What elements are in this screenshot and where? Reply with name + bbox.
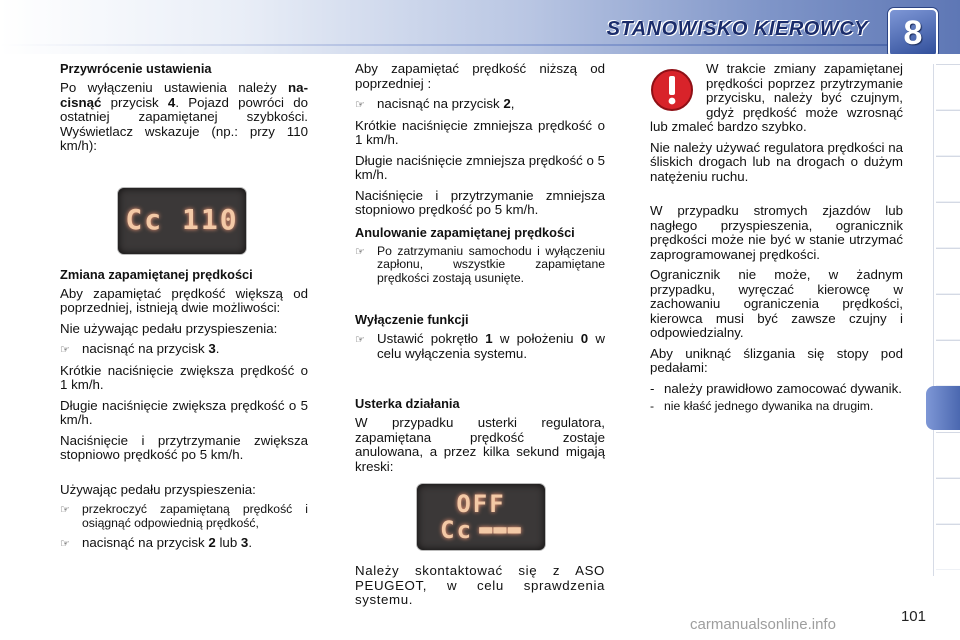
contact-text: Należy skontaktować się z ASO PEUGEOT, w celu sprawdzenia systemu.	[355, 563, 605, 607]
chapter-tab-1[interactable]	[936, 64, 960, 110]
change-text: Aby zapamiętać prędkość większą od poprzedniej, istnieją dwie możliwości:	[60, 285, 308, 315]
chapter-tab-11[interactable]	[936, 524, 960, 570]
bullet-press-2	[355, 97, 605, 113]
long-press-text: Długie naciśnięcie zwiększa prędkość o 5 km/h.	[60, 397, 308, 427]
lcd-off-line: OFF	[456, 490, 506, 518]
off-heading: Wyłączenie funkcji	[355, 312, 469, 327]
slippery-text: Nie należy używać regulatora prędkości na śliskich drogach lub na drogach o dużym natężeniu ruchu.	[650, 139, 903, 184]
continuous-press-text: Naciśnięcie i przytrzymanie zwiększa stopniowo prędkość po 5 km/h.	[60, 432, 308, 462]
pointing-hand-icon: ☞	[60, 538, 70, 550]
restore-text-mid: przycisk	[101, 94, 168, 110]
warning-icon	[650, 68, 694, 112]
pointing-hand-icon: ☞	[355, 99, 365, 111]
chapter-tab-3[interactable]	[936, 156, 960, 202]
press3-post: .	[215, 341, 220, 356]
chapter-tab-5[interactable]	[936, 248, 960, 294]
column-right	[650, 62, 903, 418]
off-text-pre: Ustawić pokrętło	[377, 331, 486, 346]
chapter-tab-7[interactable]	[936, 340, 960, 386]
press-or: lub	[215, 535, 241, 550]
chapter-tab-4[interactable]	[936, 202, 960, 248]
downhill-text: W przypadku stromych zjazdów lub nagłego przyspieszenia, ogranicznik prędkości może nie być w stanie utrzymać zaprogramowanej prędkości.	[650, 203, 903, 262]
off-text-mid: w położeniu	[492, 331, 581, 346]
lcd-display-off	[417, 484, 545, 550]
fault-text: W przypadku usterki regulatora, zapamiętana prędkość zostaje anulowana, a przez kilka sekund migają kreski:	[355, 415, 605, 474]
page-number: 101	[900, 608, 926, 625]
chapter-tab-6[interactable]	[936, 294, 960, 340]
lcd-cc-line	[440, 517, 522, 543]
restore-text-pre: Po wyłączeniu ustawienia należy	[60, 80, 289, 95]
bullet-off	[355, 332, 605, 361]
position-number-0: 0	[580, 331, 589, 346]
restore-text-bold: na-cisnąć	[60, 80, 308, 110]
pointing-hand-icon: ☞	[355, 334, 365, 346]
chapter-tab-10[interactable]	[936, 478, 960, 524]
cancel-heading: Anulowanie zapamiętanej prędkości	[355, 224, 575, 240]
button-number-4: 4	[167, 94, 176, 110]
cancel-text: Po zatrzymaniu samochodu i wyłączeniu zapłonu, wszystkie zapamiętane prędkości zostają usunięte.	[377, 243, 605, 285]
watermark: carmanualsonline.info	[690, 616, 836, 633]
button-number-3: 3	[208, 341, 216, 356]
lcd-display-cc110: Cc 110	[118, 188, 246, 254]
chapter-tabs	[933, 64, 960, 576]
pedals-text: Aby uniknąć ślizgania się stopy pod pedałami:	[650, 345, 903, 375]
chapter-title: STANOWISKO KIEROWCY	[606, 18, 868, 40]
chapter-tab-9[interactable]	[936, 432, 960, 478]
short-press-text: Krótkie naciśnięcie zmniejsza prędkość o 1 km/h.	[355, 117, 605, 147]
bullet-cancel	[355, 245, 605, 286]
bullet-press-3	[60, 342, 308, 358]
using-pedal-text: Używając pedału przyspieszenia:	[60, 481, 256, 497]
restore-paragraph	[60, 81, 308, 154]
dash-item-1-text: należy prawidłowo zamocować dywanik.	[664, 380, 902, 396]
column-left	[60, 62, 308, 558]
button-number-2: 2	[208, 535, 216, 550]
bullet-press-2-3	[60, 536, 308, 552]
column-middle	[355, 62, 605, 614]
pointing-hand-icon: ☞	[355, 245, 365, 258]
bullet-exceed	[60, 503, 308, 530]
long-press-text: Długie naciśnięcie zmniejsza prędkość o 5 km/h.	[355, 152, 605, 182]
dial-number-1: 1	[485, 331, 493, 346]
button-number-3: 3	[240, 535, 249, 550]
lcd-dashes: ▬▬▬	[479, 517, 522, 542]
change-heading: Zmiana zapamiętanej prędkości	[60, 266, 253, 282]
dash-marker: -	[650, 399, 655, 413]
press2-text: nacisnąć na przycisk	[377, 96, 504, 111]
short-press-text: Krótkie naciśnięcie zwiększa prędkość o 1 km/h.	[60, 362, 308, 392]
limiter-text: Ogranicznik nie może, w żadnym przypadku, wyręczać kierowcę w zachowaniu ograniczenia prędkości, kierowca musi być zawsze czujny i odpowiedzialny.	[650, 267, 903, 340]
no-pedal-text: Nie używając pedału przyspieszenia:	[60, 320, 278, 336]
press2-post: ,	[510, 96, 515, 111]
restore-text-post: . Pojazd powróci do ostatniej zapamiętanej szybkości. Wyświetlacz wskazuje (np.: przy 110 km/h):	[60, 94, 308, 153]
restore-heading: Przywrócenie ustawienia	[60, 61, 212, 76]
dash-marker: -	[650, 380, 655, 396]
press-post: .	[248, 535, 253, 550]
button-number-2: 2	[503, 96, 511, 111]
pointing-hand-icon: ☞	[60, 344, 70, 356]
fault-heading: Usterka działania	[355, 396, 460, 411]
warning-text: W trakcie zmiany zapamiętanej prędkości poprzez przytrzymanie przycisku, należy być czujnym, gdyż prędkość może wzrosnąć lub zmaleć bardzo szybko.	[650, 61, 903, 134]
dash-item-1	[650, 382, 903, 397]
off-text-post: w celu wyłączenia systemu.	[377, 331, 605, 361]
header-stripe	[0, 44, 900, 46]
page-header	[0, 0, 960, 54]
lower-speed-text: Aby zapamiętać prędkość niższą od poprzedniej :	[355, 61, 605, 91]
dash-item-2	[650, 400, 903, 414]
dash-item-2-text: nie kłaść jednego dywanika na drugim.	[664, 399, 874, 413]
exceed-text: przekroczyć zapamiętaną prędkość i osiągnąć odpowiednią prędkość,	[82, 502, 308, 530]
lcd-cc-text: Cc	[440, 516, 474, 544]
press3-text: nacisnąć na przycisk	[82, 341, 209, 356]
continuous-press-text: Naciśnięcie i przytrzymanie zmniejsza stopniowo prędkość po 5 km/h.	[355, 187, 605, 217]
chapter-tab-8-active[interactable]	[926, 386, 960, 430]
press-text: nacisnąć na przycisk	[82, 535, 209, 550]
chapter-number-badge[interactable]: 8	[888, 8, 938, 54]
chapter-tab-2[interactable]	[936, 110, 960, 156]
pointing-hand-icon: ☞	[60, 504, 70, 516]
